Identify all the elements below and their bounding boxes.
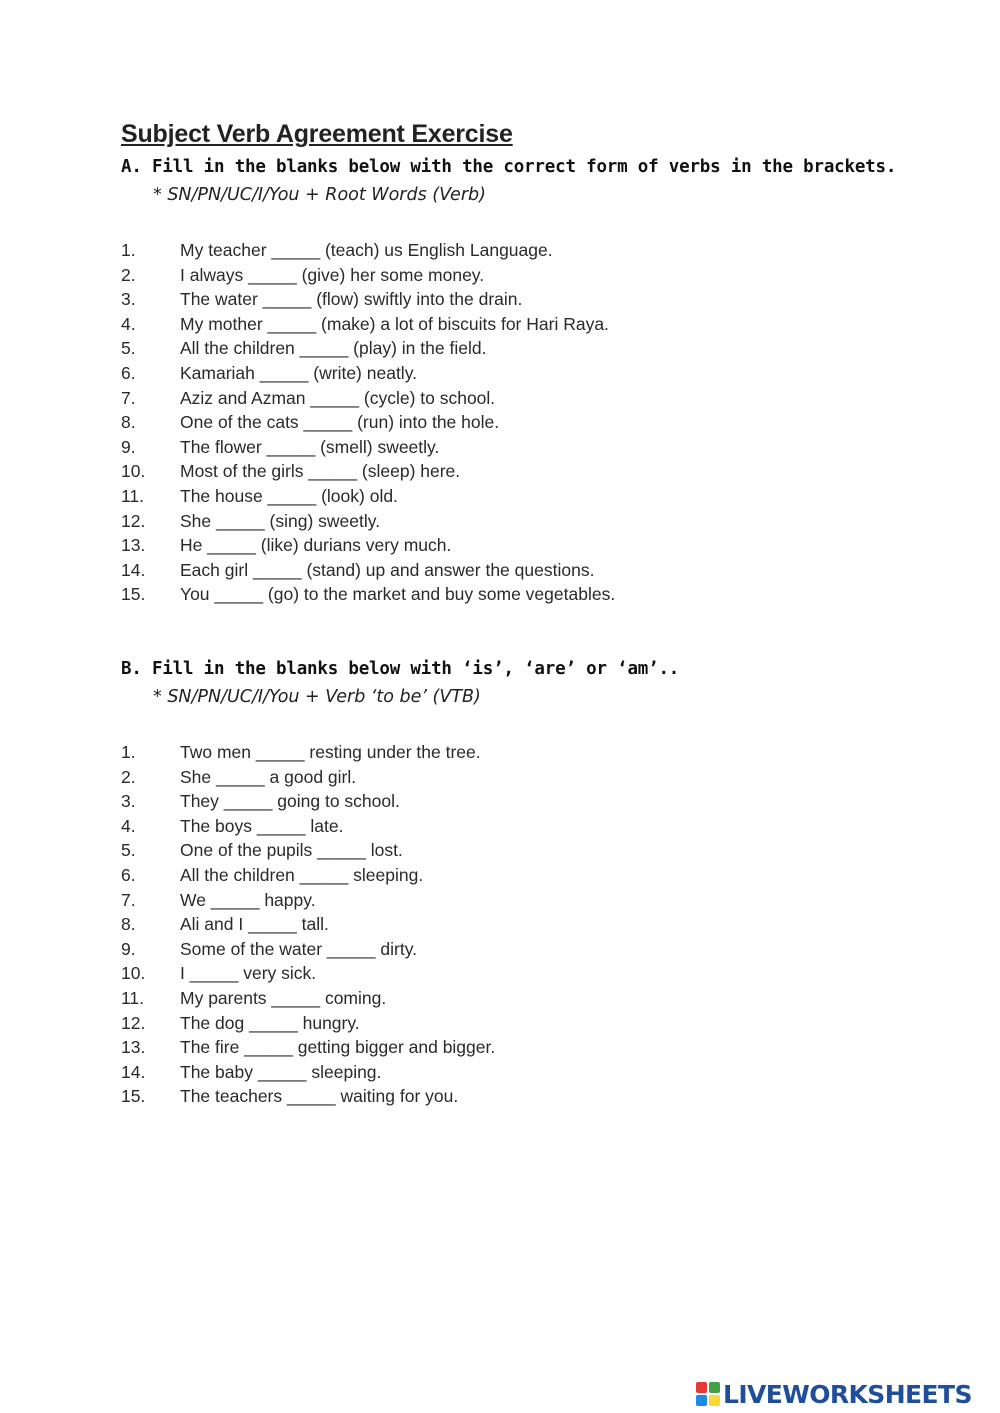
item-number: 1.: [121, 240, 136, 260]
item-text: One of the pupils _____ lost.: [180, 840, 403, 861]
item-text: The boys _____ late.: [180, 815, 344, 836]
item-text: He _____ (like) durians very much.: [180, 535, 452, 556]
item-number: 15.: [121, 1086, 146, 1107]
item-number: 1.: [121, 742, 136, 762]
item-number: 7.: [121, 889, 136, 910]
item-number: 9.: [121, 436, 136, 457]
item-number: 8.: [121, 412, 136, 433]
item-text: All the children _____ (play) in the field.: [180, 338, 487, 359]
item-text: My mother _____ (make) a lot of biscuits for Hari Raya.: [180, 313, 609, 334]
item-number: 4.: [121, 313, 136, 334]
item-number: 4.: [121, 815, 136, 836]
item-number: 7.: [121, 387, 136, 408]
item-text: We _____ happy.: [180, 889, 316, 910]
item-text: Some of the water _____ dirty.: [180, 938, 418, 959]
item-number: 13.: [121, 1037, 146, 1058]
item-text: Most of the girls _____ (sleep) here.: [180, 461, 461, 482]
item-text: The baby _____ sleeping.: [180, 1061, 382, 1082]
liveworksheets-logo: [696, 1378, 972, 1410]
section-b-heading: B. Fill in the blanks below with ‘is’, ‘are’ or ‘am’..: [121, 659, 680, 679]
item-text: She _____ (sing) sweetly.: [180, 510, 381, 531]
item-text: They _____ going to school.: [180, 791, 400, 812]
section-a-rule: * SN/PN/UC/I/You + Root Words (Verb): [153, 185, 486, 205]
item-text: Kamariah _____ (write) neatly.: [180, 363, 418, 383]
item-text: The water _____ (flow) swiftly into the drain.: [180, 289, 523, 310]
item-number: 14.: [121, 1061, 146, 1082]
section-a-heading: A. Fill in the blanks below with the correct form of verbs in the brackets.: [121, 157, 897, 177]
item-text: Two men _____ resting under the tree.: [180, 742, 481, 762]
item-number: 9.: [121, 938, 136, 959]
item-text: One of the cats _____ (run) into the hole.: [180, 412, 500, 433]
item-number: 3.: [121, 289, 136, 310]
item-text: Each girl _____ (stand) up and answer the questions.: [180, 559, 595, 580]
item-text: I _____ very sick.: [180, 963, 317, 984]
section-b-rule: * SN/PN/UC/I/You + Verb ‘to be’ (VTB): [153, 687, 481, 707]
item-number: 2.: [121, 264, 136, 285]
item-number: 15.: [121, 584, 146, 605]
item-text: My parents _____ coming.: [180, 988, 387, 1008]
item-text: My teacher _____ (teach) us English Language.: [180, 240, 553, 260]
item-text: You _____ (go) to the market and buy some vegetables.: [180, 584, 616, 605]
logo-text: LIVEWORKSHEETS: [723, 1379, 972, 1409]
item-number: 6.: [121, 865, 136, 885]
item-text: The house _____ (look) old.: [180, 486, 398, 506]
item-number: 11.: [121, 988, 145, 1008]
item-number: 5.: [121, 840, 136, 861]
item-text: Ali and I _____ tall.: [180, 914, 329, 935]
item-text: She _____ a good girl.: [180, 766, 357, 787]
item-number: 8.: [121, 914, 136, 935]
item-text: The fire _____ getting bigger and bigger.: [180, 1037, 496, 1058]
item-text: All the children _____ sleeping.: [180, 865, 424, 885]
page-title: Subject Verb Agreement Exercise: [121, 120, 513, 148]
item-number: 11.: [121, 486, 145, 506]
item-text: The flower _____ (smell) sweetly.: [180, 436, 440, 457]
item-number: 13.: [121, 535, 146, 556]
item-number: 10.: [121, 461, 146, 482]
item-text: I always _____ (give) her some money.: [180, 264, 485, 285]
item-number: 6.: [121, 363, 136, 383]
item-text: Aziz and Azman _____ (cycle) to school.: [180, 387, 496, 408]
item-number: 10.: [121, 963, 146, 984]
item-number: 3.: [121, 791, 136, 812]
item-number: 2.: [121, 766, 136, 787]
item-text: The dog _____ hungry.: [180, 1012, 360, 1033]
item-number: 5.: [121, 338, 136, 359]
item-number: 12.: [121, 510, 146, 531]
item-number: 14.: [121, 559, 146, 580]
item-number: 12.: [121, 1012, 146, 1033]
item-text: The teachers _____ waiting for you.: [180, 1086, 459, 1107]
logo-mark-icon: [696, 1382, 720, 1406]
